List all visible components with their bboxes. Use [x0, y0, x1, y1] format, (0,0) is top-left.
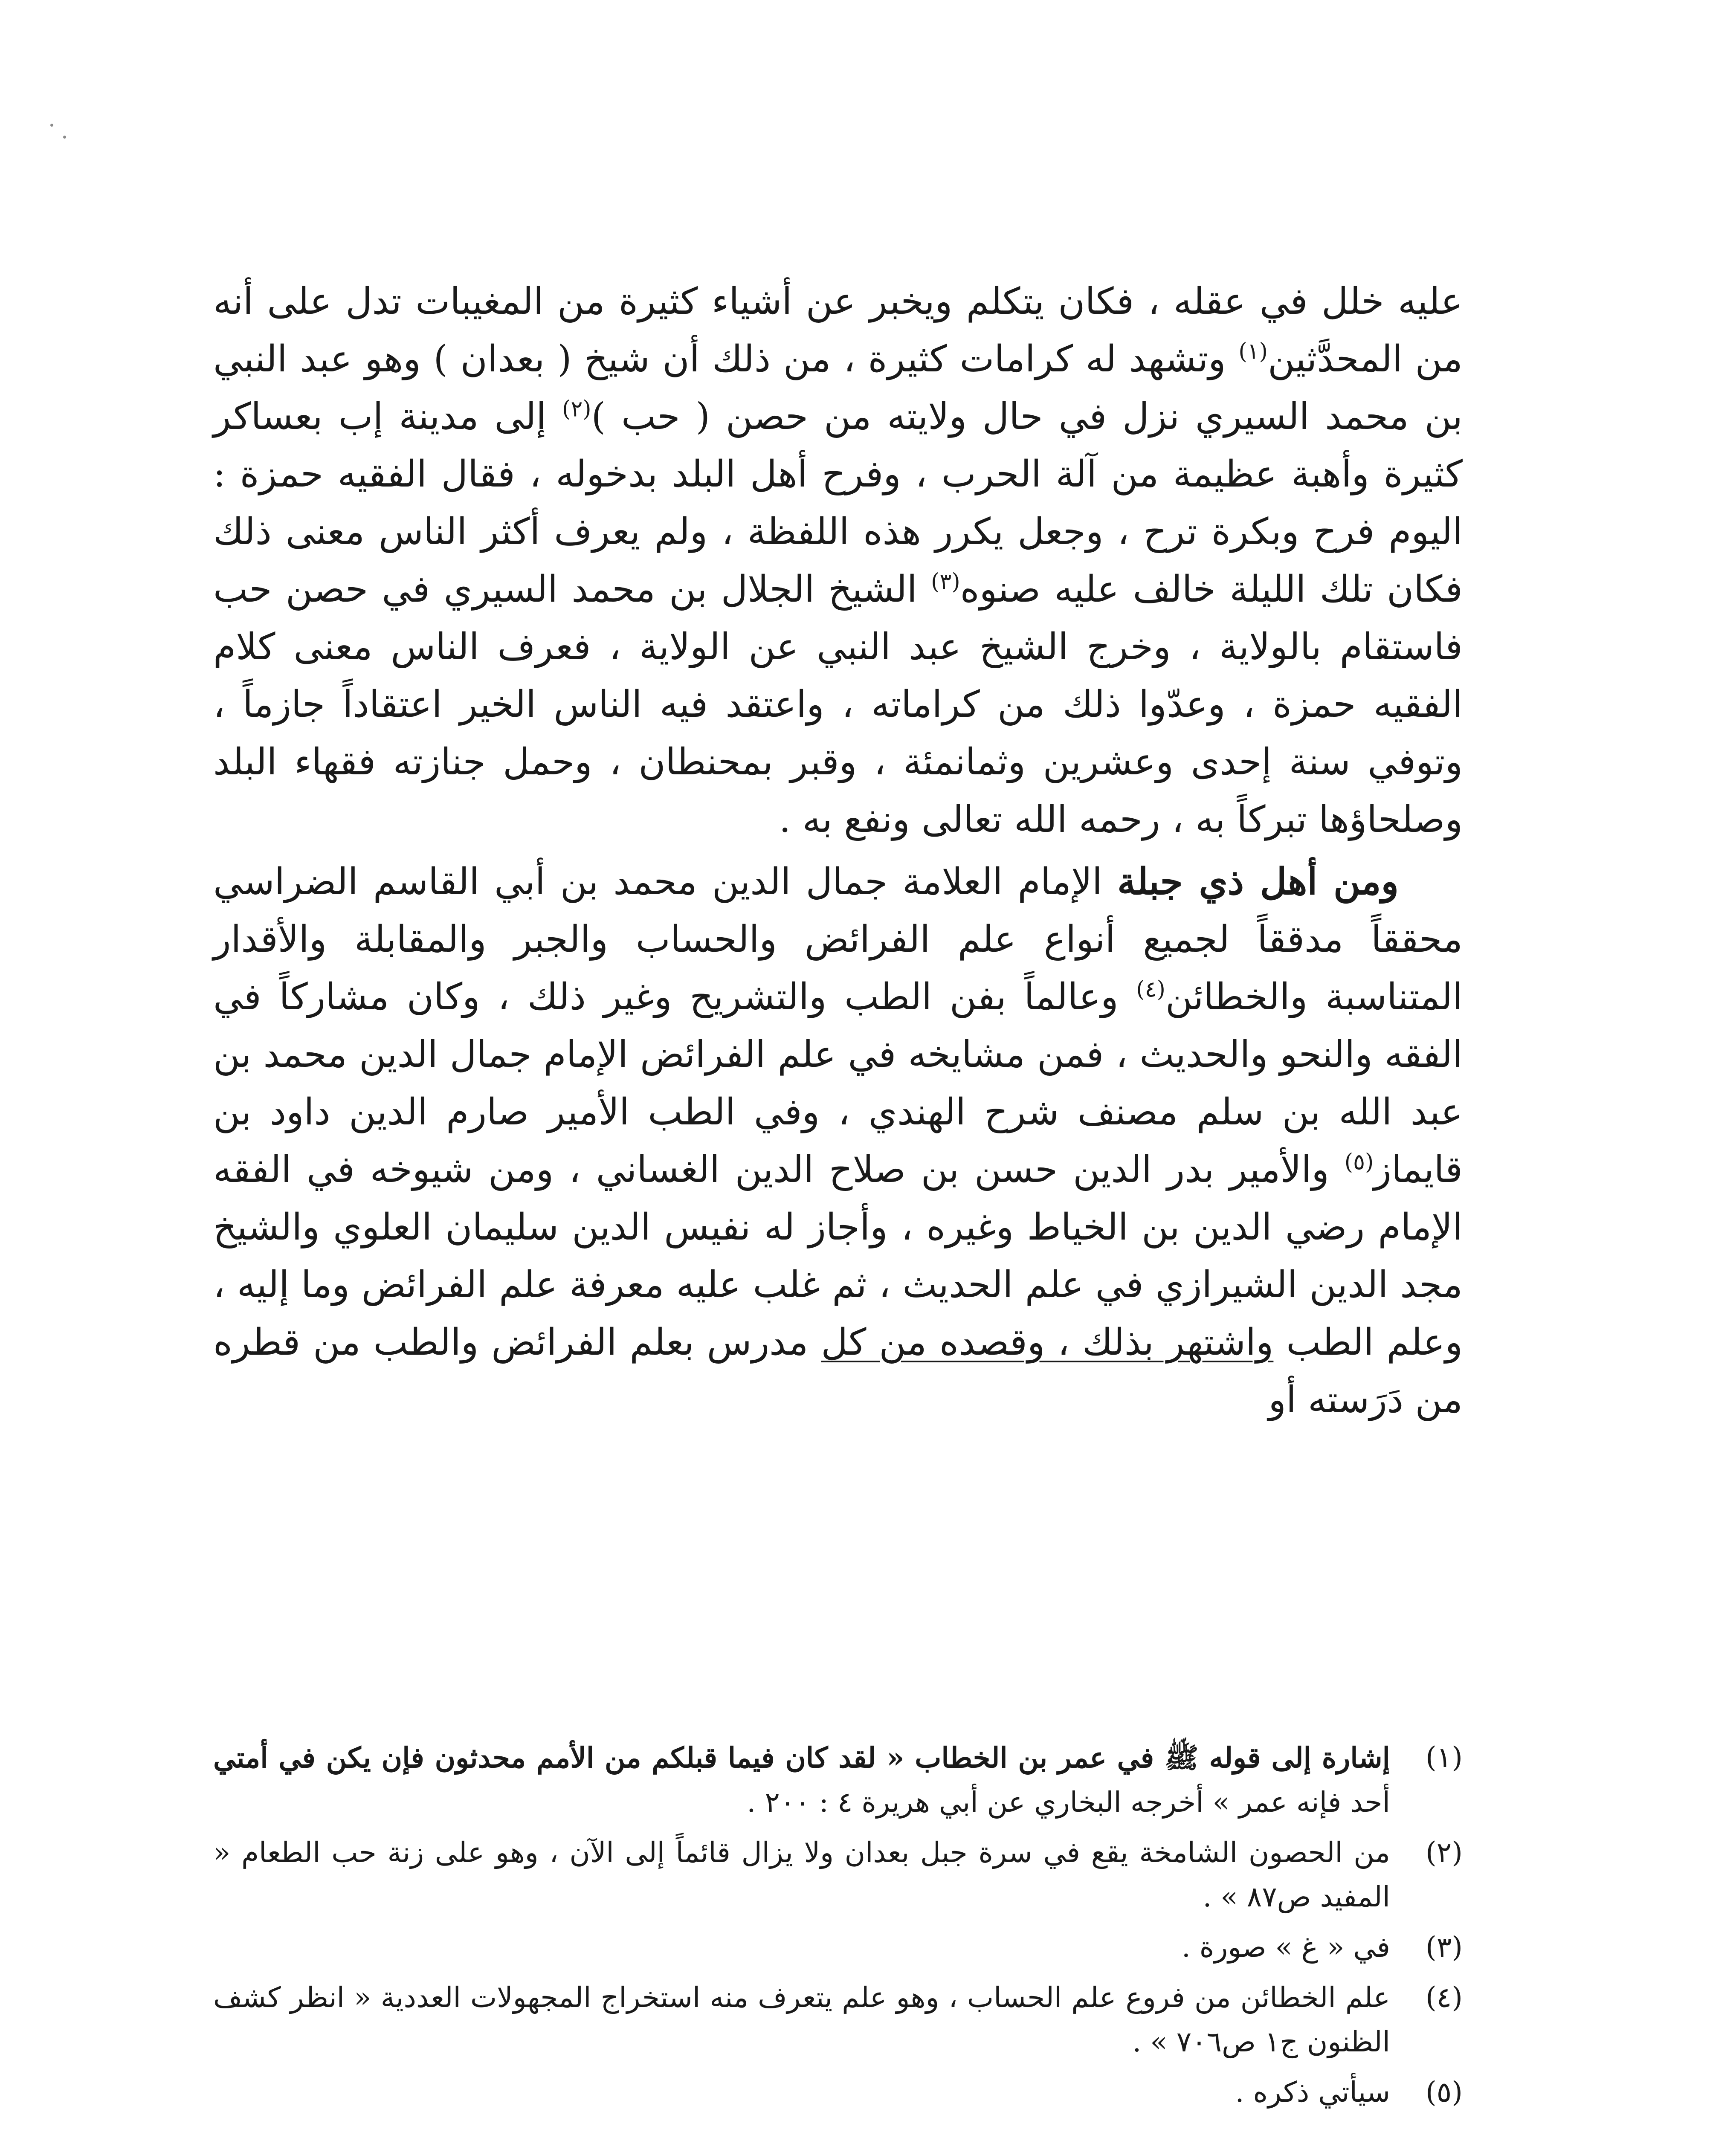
- footnote-body: سيأتي ذكره .: [1235, 2076, 1390, 2109]
- footnote-number: (٣): [1426, 1931, 1463, 1964]
- text-span: مدرس بعلم الفرائض والطب من قطره من دَرَسته أو: [213, 1321, 1463, 1421]
- footnote-ref-2: (٢): [562, 396, 591, 422]
- underlined-text: واشتهر بذلك ، وقصده من كل: [821, 1321, 1274, 1364]
- paragraph-1: [213, 273, 1463, 849]
- footnote-text: [213, 1831, 1390, 1919]
- text-span: وعالماً بفن الطب والتشريح وغير ذلك ، وكان مشاركاً في الفقه والنحو والحديث ، فمن مشايخه في علم الفرائض الإمام جمال الدين محمد بن عبد الله بن سلم مصنف شرح الهندي ، وفي الطب الأمير صارم الدين داود بن قايماز: [213, 976, 1463, 1191]
- footnote-ref-4: (٤): [1136, 976, 1165, 1002]
- footnote-body: علم الخطائن من فروع علم الحساب ، وهو علم يتعرف منه استخراج المجهولات العددية « انظر كشف الظنون ج١ ص٧٠٦ » .: [213, 1981, 1390, 2058]
- footnote-text: [213, 2070, 1390, 2115]
- text-span: إلى مدينة إب بعساكر كثيرة وأهبة عظيمة من آلة الحرب ، وفرح أهل البلد بدخوله ، فقال الفقيه حمزة : اليوم فرح وبكرة ترح ، وجعل يكرر هذه اللفظة ، ولم يعرف أكثر الناس معنى ذلك فكان تلك الليلة خالف عليه صنوه: [213, 395, 1463, 611]
- footnote-ref-5: (٥): [1344, 1149, 1374, 1175]
- footnote-text: [213, 1735, 1390, 1825]
- footnote-2: [213, 1831, 1467, 1919]
- footnote-number: (٤): [1426, 1981, 1463, 2014]
- text-span: الإمام العلامة جمال الدين محمد بن أبي القاسم الضراسي محققاً مدققاً لجميع أنواع علم الفرائض والحساب والجبر والمقابلة والأقدار المتناسبة والخطائن: [213, 860, 1463, 1018]
- footnote-text: [213, 1976, 1390, 2064]
- main-text: [213, 273, 1463, 1429]
- footnote-number: (١): [1426, 1741, 1463, 1774]
- footnote-5: [213, 2070, 1467, 2115]
- paragraph-heading: ومن أهل ذي جبلة: [1117, 860, 1399, 903]
- text-span: وتشهد له كرامات كثيرة ، من ذلك أن شيخ ( بعدان ) وهو عبد النبي بن محمد السيري نزل في حال ولايته من حصن ( حب ): [213, 338, 1463, 438]
- scan-speck: [63, 136, 66, 139]
- footnote-ref-1: (١): [1238, 339, 1268, 365]
- footnote-bold-text: إشارة إلى قوله ﷺ في عمر بن الخطاب « لقد كان فيما قبلكم من الأمم محدثون فإن يكن في أمتي: [213, 1741, 1390, 1774]
- text-span: عليه خلل في عقله ، فكان يتكلم ويخبر عن أشياء كثيرة من المغيبات تدل على أنه من المحدَّثين: [213, 280, 1463, 380]
- footnote-body: أحد فإنه عمر » أخرجه البخاري عن أبي هريرة ٤ : ٢٠٠ .: [747, 1786, 1390, 1819]
- text-span: والأمير بدر الدين حسن بن صلاح الدين الغساني ، ومن شيوخه في الفقه الإمام رضي الدين بن الخياط وغيره ، وأجاز له نفيس الدين سليمان العلوي والشيخ مجد الدين الشيرازي في علم الحديث ، ثم غلب عليه معرفة علم الفرائض وما إليه ، وعلم الطب: [213, 1148, 1463, 1364]
- footnote-body: من الحصون الشامخة يقع في سرة جبل بعدان ولا يزال قائماً إلى الآن ، وهو على زنة حب الطعام « المفيد ص٨٧ » .: [213, 1836, 1390, 1913]
- scan-speck: [50, 124, 53, 127]
- paragraph-2: [213, 853, 1463, 1429]
- footnote-number: (٥): [1426, 2076, 1463, 2109]
- footnote-ref-3: (٣): [931, 569, 960, 595]
- footnote-body: في « غ » صورة .: [1181, 1931, 1390, 1964]
- footnote-1: [213, 1735, 1467, 1825]
- footnote-text: [213, 1925, 1390, 1970]
- footnote-3: [213, 1925, 1467, 1970]
- footnote-number: (٢): [1426, 1836, 1463, 1869]
- footnote-4: [213, 1976, 1467, 2064]
- footnotes: [213, 1735, 1467, 2120]
- text-span: الشيخ الجلال بن محمد السيري في حصن حب فاستقام بالولاية ، وخرج الشيخ عبد النبي عن الولاية ، فعرف الناس معنى كلام الفقيه حمزة ، وعدّوا ذلك من كراماته ، واعتقد فيه الناس الخير اعتقاداً جازماً ، وتوفي سنة إحدى وعشرين وثمانمئة ، وقبر بمحنطان ، وحمل جنازته فقهاء البلد وصلحاؤها تبركاً به ، رحمه الله تعالى ونفع به .: [213, 568, 1463, 841]
